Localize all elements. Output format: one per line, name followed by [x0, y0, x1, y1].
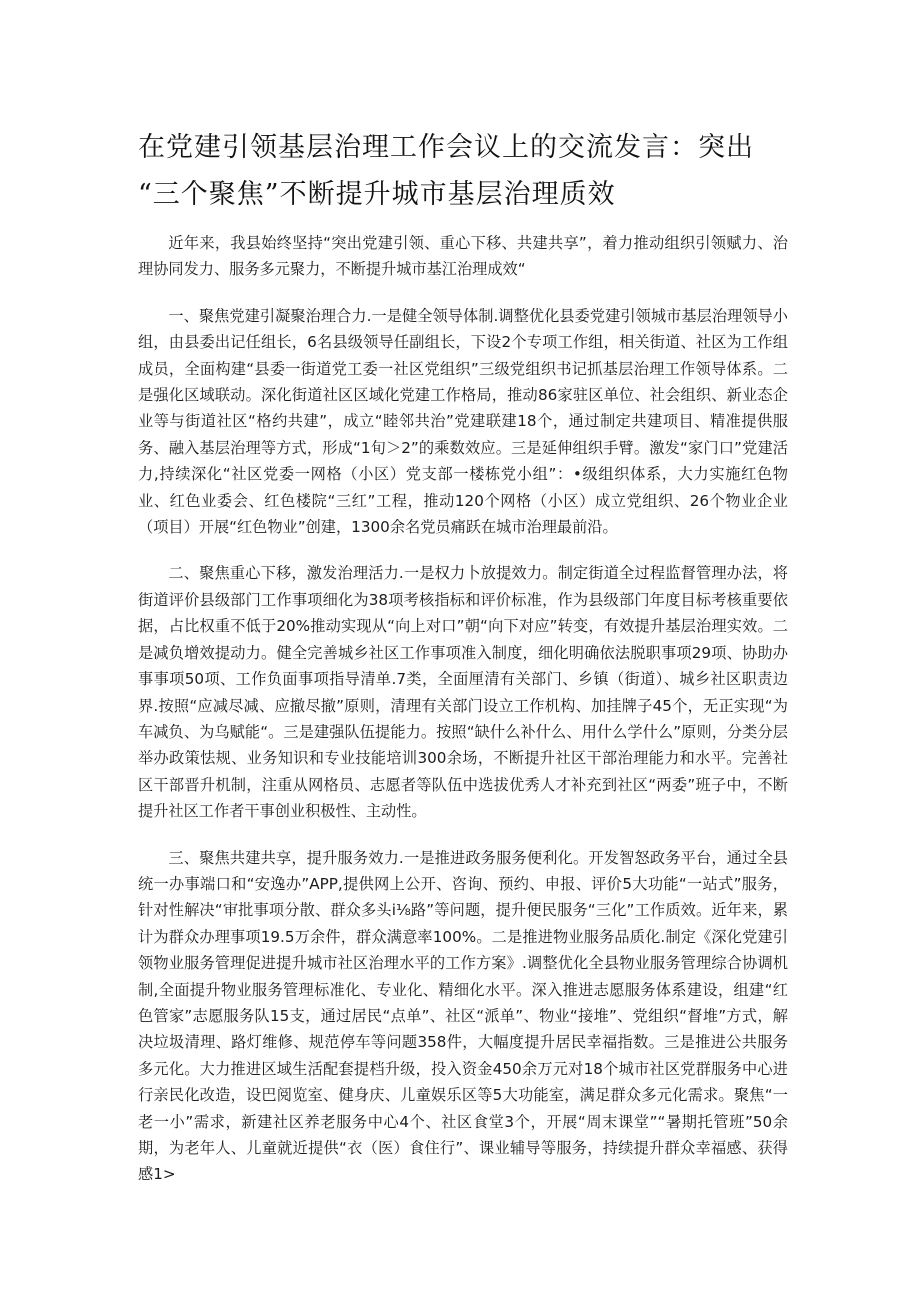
- paragraph-section-3: 三、聚焦共建共享，提升服务效力.一是推进政务服务便利化。开发智怒政务平台，通过全县统一办事端口和“安逸办”APP,提供网上公开、咨询、预约、申报、评价5大功能“一站式”服务，针对性解决“审批事项分散、群众多头i⅛路”等问题，提升便民服务“三化”工作质效。近年来，累计为群众办理事项19.5万余件，群众满意率100%。二是推进物业服务品质化.制定《深化党建引领物业服务管理促进提升城市社区治理水平的工作方案》.调整优化全县物业服务管理综合协调机制,全面提升物业服务管理标准化、专业化、精细化水平。深入推进志愿服务体系建设，组建“红色管家”志愿服务队15支，通过居民“点单”、社区“派单”、物业“接堆”、党组织“督堆”方式，解决垃圾清理、路灯维修、规范停车等问题358件，大幅度提升居民幸福指数。三是推进公共服务多元化。大力推进区域生活配套提档升级，投入资金450余万元对18个城市社区党群服务中心进行亲民化改造，设巴阅览室、健身庆、儿童娱乐区等5大功能室，满足群众多元化需求。聚焦“一老一小”需求，新建社区养老服务中心4个、社区食堂3个，开展“周末课堂”“暑期托管班”50余期，为老年人、儿童就近提供“衣（医）食住行”、课业辅导等服务，持续提升群众幸福感、获得感1>: [138, 848, 788, 1184]
- title-line-1: 在党建引领基层治理工作会议上的交流发言：突出: [138, 132, 754, 163]
- document-title: [138, 124, 798, 218]
- title-line-2: “三个聚焦”不断提升城市基层治理质效: [138, 179, 616, 210]
- paragraph-intro: 近年来，我县始终坚持“突出党建引领、重心下移、共建共享”，着力推动组织引领赋力、治理协同发力、服务多元聚力，不断提升城市基江治理成效“: [138, 234, 788, 279]
- paragraph-section-1: 一、聚焦党建引凝聚治理合力.一是健全领导体制.调整优化县委党建引领城市基层治理领导小组，由县委出记任组长，6名县级领导任副组长，下设2个专项工作组，相关街道、社区为工作组成员，全面构建“县委一街道党工委一社区党组织”三级党组织书记抓基层治理工作领导体系。二是强化区域联动。深化街道社区区域化党建工作格局，推动86家驻区单位、社会组织、新业态企业等与街道社区“格约共建”，成立“睦邻共治”党建联建18个，通过制定共建项目、精准提供服务、融入基层治理等方式，形成“1旬＞2”的乘数效应。三是延伸组织手臂。激发“家门口”党建活力,持续深化“社区党委一网格（小区）党支部一楼栋党小组”：•级组织体系，大力实施红色物业、红色业委会、红色楼院“三红”工程，推动120个网格（小区）成立党组织、26个物业企业（项目）开展“红色物业”创建，1300余名党员痛跃在城市治理最前沿。: [138, 306, 788, 537]
- paragraph-section-2: 二、聚焦重心下移，激发治理活力.一是权力卜放提效力。制定街道全过程监督管理办法，将街道评价县级部门工作事项细化为38项考核指标和评价标准，作为县级部门年度目标考核重要依据，占比权重不低于20%推动实现从“向上对口”朝“向下对应”转变，有效提升基层治理实效。二是减负增效提动力。健全完善城乡社区工作事项准入制度，细化明确依法脱职事项29项、协助办事事项50项、工作负面事项指导清单.7类，全面厘清有关部门、乡镇（街道）、城乡社区职责边界.按照“应减尽减、应撤尽撤”原则，清理有关部门设立工作机构、加挂牌子45个，无正实现“为车减负、为乌赋能“。三是建强队伍提能力。按照“缺什么补什么、用什么学什么”原则，分类分层举办政策怯规、业务知识和专业技能培训300余场，不断提升社区干部治理能力和水平。完善社区干部晋升机制，注重从网格员、志愿者等队伍中选拔优秀人才补充到社区“两委”班子中，不断提升社区工作者干事创业积极性、主动性。: [138, 564, 788, 821]
- document-body: [138, 230, 788, 1208]
